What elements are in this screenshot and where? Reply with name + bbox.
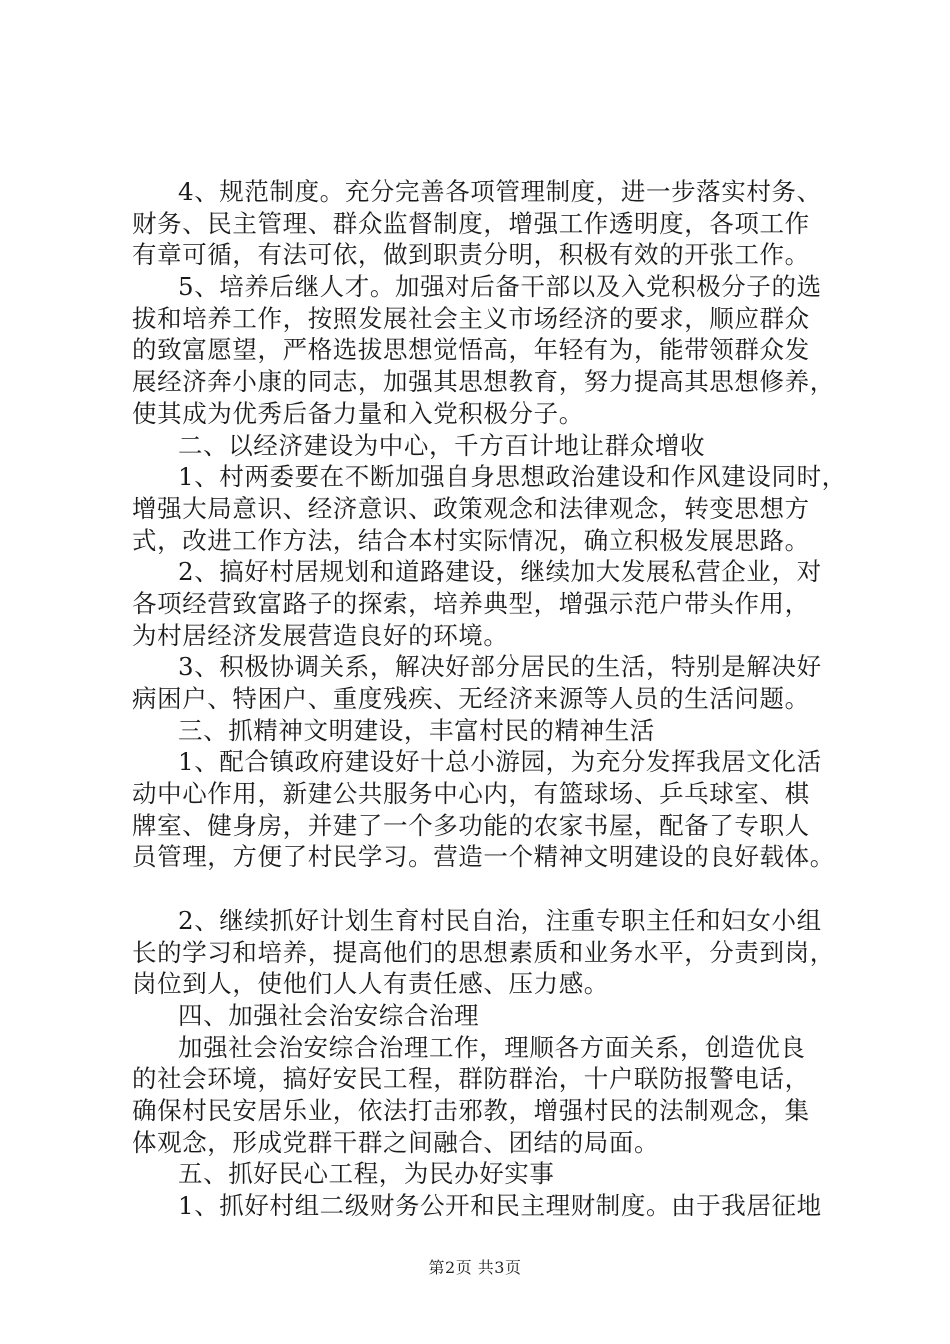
paragraph-line: 动中心作用，新建公共服务中心内，有篮球场、乒乓球室、棋 <box>132 779 810 809</box>
paragraph-line: 展经济奔小康的同志，加强其思想教育，努力提高其思想修养， <box>132 367 835 397</box>
paragraph-line: 财务、民主管理、群众监督制度，增强工作透明度，各项工作 <box>132 208 810 238</box>
paragraph-line: 1、抓好村组二级财务公开和民主理财制度。由于我居征地 <box>178 1191 822 1220</box>
paragraph-line: 1、配合镇政府建设好十总小游园，为充分发挥我居文化活 <box>178 747 822 777</box>
paragraph-line: 牌室、健身房，并建了一个多功能的农家书屋，配备了专职人 <box>132 810 810 840</box>
paragraph-line: 的致富愿望，严格选拔思想觉悟高，年轻有为，能带领群众发 <box>132 335 810 365</box>
section-heading: 三、抓精神文明建设，丰富村民的精神生活 <box>178 715 655 745</box>
paragraph-line: 员管理，方便了村民学习。营造一个精神文明建设的良好载体。 <box>132 842 835 872</box>
section-heading: 二、以经济建设为中心，千方百计地让群众增收 <box>178 430 706 460</box>
paragraph-line: 3、积极协调关系，解决好部分居民的生活，特别是解决好 <box>178 652 822 682</box>
paragraph-line: 增强大局意识、经济意识、政策观念和法律观念，转变思想方 <box>132 493 810 523</box>
paragraph-line: 加强社会治安综合治理工作，理顺各方面关系，创造优良 <box>178 1032 806 1062</box>
paragraph-line: 式，改进工作方法，结合本村实际情况，确立积极发展思路。 <box>132 525 810 555</box>
paragraph-line: 使其成为优秀后备力量和入党积极分子。 <box>132 398 584 428</box>
paragraph-line: 2、搞好村居规划和道路建设，继续加大发展私营企业，对 <box>178 557 822 587</box>
paragraph-line: 体观念，形成党群干群之间融合、团结的局面。 <box>132 1127 660 1157</box>
paragraph-line: 有章可循，有法可依，做到职责分明，积极有效的开张工作。 <box>132 240 810 270</box>
paragraph-line: 的社会环境，搞好安民工程，群防群治，十户联防报警电话， <box>132 1064 810 1094</box>
section-heading: 五、抓好民心工程，为民办好实事 <box>178 1159 555 1189</box>
paragraph-line: 各项经营致富路子的探索，培养典型，增强示范户带头作用， <box>132 588 810 618</box>
paragraph-line: 1、村两委要在不断加强自身思想政治建设和作风建设同时， <box>178 462 847 492</box>
paragraph-line: 岗位到人，使他们人人有责任感、压力感。 <box>132 969 609 999</box>
blank-line <box>132 873 842 905</box>
paragraph-line: 病困户、特困户、重度残疾、无经济来源等人员的生活问题。 <box>132 684 810 713</box>
page-number-footer: 第2页 共3页 <box>428 1258 522 1277</box>
paragraph-line: 2、继续抓好计划生育村民自治，注重专职主任和妇女小组 <box>178 905 822 935</box>
paragraph-line: 5、培养后继人才。加强对后备干部以及入党积极分子的选 <box>178 272 822 302</box>
paragraph-line: 为村居经济发展营造良好的环境。 <box>132 620 509 650</box>
paragraph-line: 长的学习和培养，提高他们的思想素质和业务水平，分责到岗， <box>132 937 835 967</box>
section-heading: 四、加强社会治安综合治理 <box>178 1000 480 1030</box>
document-body <box>132 176 847 1222</box>
paragraph-line: 确保村民安居乐业，依法打击邪教，增强村民的法制观念，集 <box>132 1095 810 1125</box>
paragraph-line: 拔和培养工作，按照发展社会主义市场经济的要求，顺应群众 <box>132 303 810 333</box>
paragraph-line: 4、规范制度。充分完善各项管理制度，进一步落实村务、 <box>178 177 822 206</box>
